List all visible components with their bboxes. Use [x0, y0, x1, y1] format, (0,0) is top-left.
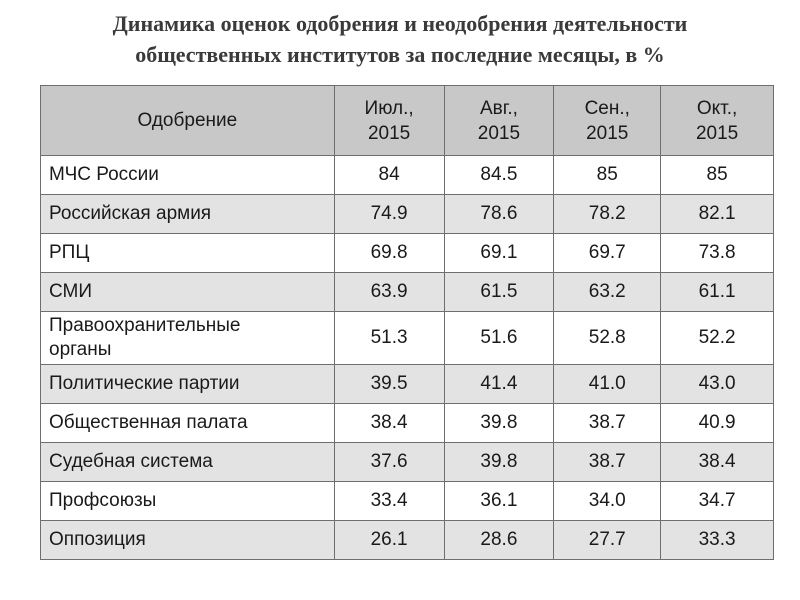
- header-month: Окт.,: [696, 97, 738, 119]
- row-value-cell: 33.4: [334, 482, 444, 521]
- header-label: Одобрение: [137, 110, 238, 131]
- table-row: [41, 365, 774, 404]
- row-value-cell: 28.6: [444, 521, 554, 560]
- header-cell-jul: [334, 86, 444, 156]
- institution-name-line: МЧС России: [49, 164, 159, 185]
- row-value-cell: 40.9: [661, 404, 774, 443]
- row-value-cell: 82.1: [661, 195, 774, 234]
- header-year: 2015: [367, 122, 411, 144]
- row-institution-name: [41, 443, 335, 482]
- row-value-cell: 36.1: [444, 482, 554, 521]
- institution-name-line: РПЦ: [49, 242, 90, 263]
- row-value-cell: 39.5: [334, 365, 444, 404]
- table-body: [41, 156, 774, 560]
- header-cell-oct: [661, 86, 774, 156]
- row-value-cell: 38.4: [334, 404, 444, 443]
- row-institution-name: [41, 195, 335, 234]
- row-value-cell: 84.5: [444, 156, 554, 195]
- row-value-cell: 41.0: [554, 365, 661, 404]
- row-institution-name: [41, 273, 335, 312]
- row-institution-name: [41, 312, 335, 365]
- page-title: [20, 8, 780, 70]
- row-value-cell: 37.6: [334, 443, 444, 482]
- institution-name-line: Общественная палата: [49, 412, 248, 433]
- row-value-cell: 63.9: [334, 273, 444, 312]
- title-line-1: Динамика оценок одобрения и неодобрения деятельности: [112, 11, 688, 36]
- row-value-cell: 52.8: [554, 312, 661, 365]
- row-value-cell: 39.8: [444, 443, 554, 482]
- header-cell-sep: [554, 86, 661, 156]
- row-value-cell: 69.7: [554, 234, 661, 273]
- row-value-cell: 61.5: [444, 273, 554, 312]
- title-line-2: общественных институтов за последние месяцы, в %: [135, 42, 665, 67]
- row-value-cell: 38.4: [661, 443, 774, 482]
- institution-name-line: СМИ: [49, 281, 92, 302]
- row-value-cell: 61.1: [661, 273, 774, 312]
- row-value-cell: 26.1: [334, 521, 444, 560]
- row-value-cell: 85: [661, 156, 774, 195]
- header-cell-aug: [444, 86, 554, 156]
- row-value-cell: 63.2: [554, 273, 661, 312]
- row-institution-name: [41, 404, 335, 443]
- table-header-row: [41, 86, 774, 156]
- header-cell-approval: [41, 86, 335, 156]
- table-row: [41, 521, 774, 560]
- table-row: [41, 404, 774, 443]
- institution-name-line: Российская армия: [49, 203, 212, 224]
- row-value-cell: 85: [554, 156, 661, 195]
- header-month: Авг.,: [479, 97, 518, 119]
- row-value-cell: 34.0: [554, 482, 661, 521]
- table-row: [41, 156, 774, 195]
- row-value-cell: 51.3: [334, 312, 444, 365]
- row-value-cell: 39.8: [444, 404, 554, 443]
- header-month: Сен.,: [584, 97, 630, 119]
- institution-name-line: Политические партии: [49, 373, 240, 394]
- row-institution-name: [41, 365, 335, 404]
- institution-name-line: Профсоюзы: [49, 490, 157, 511]
- row-value-cell: 69.8: [334, 234, 444, 273]
- table-row: [41, 234, 774, 273]
- header-year: 2015: [695, 122, 739, 144]
- row-value-cell: 51.6: [444, 312, 554, 365]
- row-institution-name: [41, 521, 335, 560]
- row-value-cell: 78.2: [554, 195, 661, 234]
- row-value-cell: 34.7: [661, 482, 774, 521]
- institution-name-line: Правоохранительные: [49, 315, 241, 336]
- row-value-cell: 38.7: [554, 404, 661, 443]
- row-institution-name: [41, 482, 335, 521]
- institution-name-line: Судебная система: [49, 451, 213, 472]
- row-value-cell: 38.7: [554, 443, 661, 482]
- table-row: [41, 273, 774, 312]
- row-value-cell: 33.3: [661, 521, 774, 560]
- row-value-cell: 41.4: [444, 365, 554, 404]
- row-value-cell: 43.0: [661, 365, 774, 404]
- row-value-cell: 73.8: [661, 234, 774, 273]
- table-row: [41, 312, 774, 365]
- header-year: 2015: [477, 122, 521, 144]
- approval-table: [40, 85, 774, 560]
- table-row: [41, 482, 774, 521]
- row-institution-name: [41, 234, 335, 273]
- row-institution-name: [41, 156, 335, 195]
- row-value-cell: 27.7: [554, 521, 661, 560]
- row-value-cell: 78.6: [444, 195, 554, 234]
- row-value-cell: 69.1: [444, 234, 554, 273]
- row-value-cell: 84: [334, 156, 444, 195]
- institution-name-line: Оппозиция: [49, 529, 146, 550]
- header-month: Июл.,: [364, 97, 414, 119]
- header-year: 2015: [586, 122, 629, 144]
- row-value-cell: 52.2: [661, 312, 774, 365]
- table-row: [41, 443, 774, 482]
- row-value-cell: 74.9: [334, 195, 444, 234]
- table-row: [41, 195, 774, 234]
- institution-name-line: органы: [49, 339, 112, 360]
